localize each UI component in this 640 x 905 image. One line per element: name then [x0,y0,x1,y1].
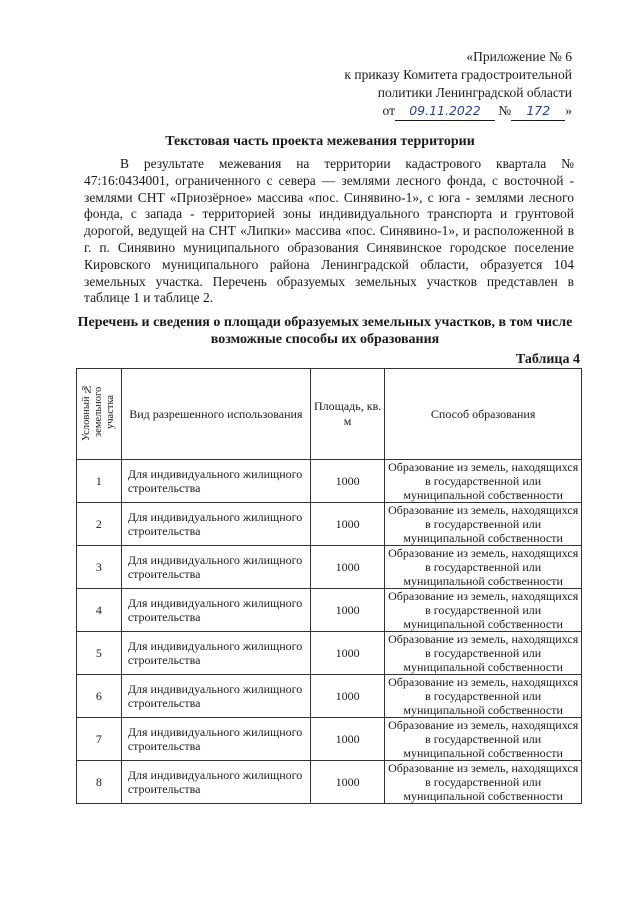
row-use-cell: Для индивидуального жилищного строительства [121,675,310,718]
table-row [77,589,582,632]
row-area-cell: 1000 [310,718,384,761]
row-number-cell: 3 [77,546,122,589]
list-title: Перечень и сведения о площади образуемых земельных участков, в том числе возможные способы их образования [77,315,573,347]
row-area-cell: 1000 [310,589,384,632]
row-area-cell: 1000 [310,632,384,675]
row-method-cell: Образование из земель, находящихся в государственной или муниципальной собственности [385,546,582,589]
appendix-line-1: «Приложение № 6 [466,49,572,64]
header-area: Площадь, кв. м [310,369,384,460]
document-title: Текстовая часть проекта межевания территории [165,134,475,149]
row-number-cell: 1 [77,460,122,503]
closing-quote: » [565,103,572,118]
table-row [77,675,582,718]
table-row [77,546,582,589]
row-number-cell: 7 [77,718,122,761]
plots-table [76,368,582,804]
row-area-cell: 1000 [310,503,384,546]
row-number-cell: 4 [77,589,122,632]
handwritten-date: 09.11.2022 [395,102,495,121]
body-paragraph: В результате межевания на территории кадастрового квартала № 47:16:0434001, ограниченного с севера — землями лесного фонда, с восточной - землями СНТ «Приозёрное» массива «пос. Синявино-1», с юга - землями лесного фонда, с запада - территорией зоны индивидуального транспорта и грунтовой дорогой, ведущей на СНТ «Липки» массива «пос. Синявино-1», и расположенной в г. п. Синявино муниципального образования Синявинское городское поселение Кировского муниципального района Ленинградской области, образуется 104 земельных участка. Перечень образуемых земельных участков представлен в таблице 1 и таблице 2. [84,156,574,306]
row-method-cell: Образование из земель, находящихся в государственной или муниципальной собственности [385,632,582,675]
handwritten-number: 172 [511,102,565,121]
row-use-cell: Для индивидуального жилищного строительства [121,460,310,503]
date-prefix: от [382,103,395,118]
appendix-line-2: к приказу Комитета градостроительной [344,67,572,82]
number-prefix: № [498,103,512,118]
row-number-cell: 5 [77,632,122,675]
table-header-row [77,369,582,460]
table-row [77,632,582,675]
header-number: Условный № земельного участка [77,369,122,460]
row-number-cell: 8 [77,761,122,804]
table-row [77,718,582,761]
row-use-cell: Для индивидуального жилищного строительства [121,761,310,804]
table-caption: Таблица 4 [515,352,580,367]
appendix-header [272,48,572,121]
appendix-date-line [272,102,572,121]
row-use-cell: Для индивидуального жилищного строительства [121,546,310,589]
row-method-cell: Образование из земель, находящихся в государственной или муниципальной собственности [385,718,582,761]
row-method-cell: Образование из земель, находящихся в государственной или муниципальной собственности [385,589,582,632]
table-row [77,761,582,804]
row-area-cell: 1000 [310,761,384,804]
row-method-cell: Образование из земель, находящихся в государственной или муниципальной собственности [385,460,582,503]
row-number-cell: 6 [77,675,122,718]
row-method-cell: Образование из земель, находящихся в государственной или муниципальной собственности [385,503,582,546]
row-use-cell: Для индивидуального жилищного строительства [121,632,310,675]
table-row [77,503,582,546]
row-use-cell: Для индивидуального жилищного строительства [121,589,310,632]
row-number-cell: 2 [77,503,122,546]
appendix-line-3: политики Ленинградской области [377,85,572,100]
row-area-cell: 1000 [310,546,384,589]
row-method-cell: Образование из земель, находящихся в государственной или муниципальной собственности [385,675,582,718]
table-row [77,460,582,503]
table-body [77,460,582,804]
row-area-cell: 1000 [310,460,384,503]
header-method: Способ образования [385,369,582,460]
row-area-cell: 1000 [310,675,384,718]
row-use-cell: Для индивидуального жилищного строительства [121,718,310,761]
header-use: Вид разрешенного использования [121,369,310,460]
row-use-cell: Для индивидуального жилищного строительства [121,503,310,546]
row-method-cell: Образование из земель, находящихся в государственной или муниципальной собственности [385,761,582,804]
